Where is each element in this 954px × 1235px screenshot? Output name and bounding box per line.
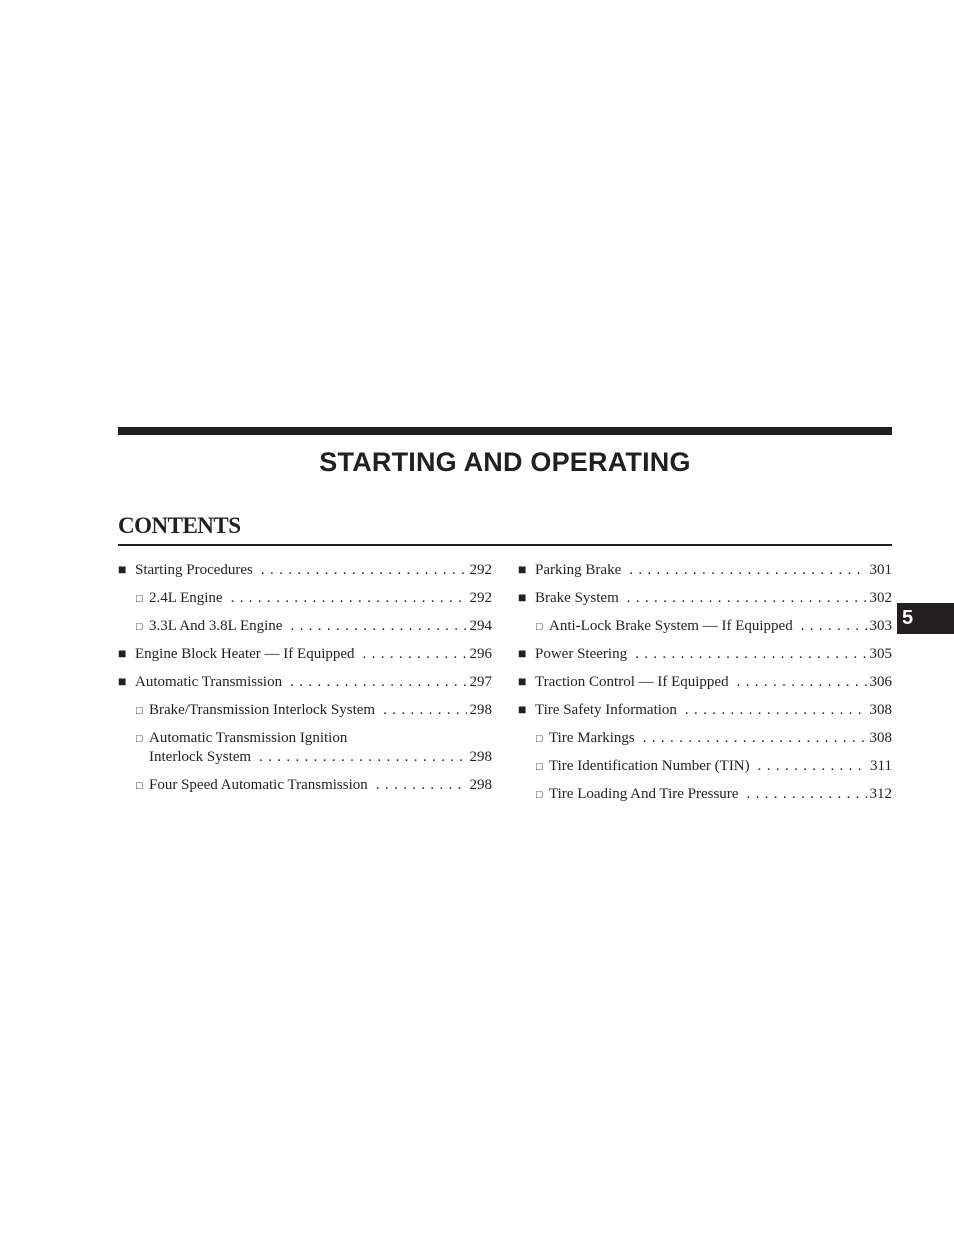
toc-entry[interactable]	[518, 785, 892, 804]
filled-square-bullet-icon: ■	[118, 563, 127, 578]
filled-square-bullet-icon: ■	[518, 703, 527, 718]
dot-leader	[758, 757, 867, 776]
toc-entry-label: Tire Identification Number (TIN)	[549, 758, 750, 774]
toc-entry-page-number: 298	[469, 702, 492, 718]
toc-entry-page-number: 298	[469, 777, 492, 793]
toc-entry-label: Starting Procedures	[135, 562, 253, 578]
toc-entry-label: Interlock System	[149, 749, 252, 765]
toc-entry[interactable]	[518, 645, 892, 664]
toc-entry[interactable]	[118, 589, 492, 608]
hollow-square-bullet-icon: □	[136, 733, 143, 745]
dot-leader	[746, 785, 866, 804]
toc-entry[interactable]	[118, 617, 492, 636]
toc-entry[interactable]	[518, 617, 892, 636]
dot-leader	[685, 701, 867, 720]
toc-entry-page-number: 302	[869, 590, 892, 606]
toc-entry-label: Power Steering	[535, 646, 628, 662]
toc-entry-label: Brake System	[535, 590, 619, 606]
dot-leader	[643, 729, 867, 748]
hollow-square-bullet-icon: □	[536, 761, 543, 773]
toc-entry-page-number: 303	[869, 618, 892, 634]
toc-entry-label: Traction Control — If Equipped	[535, 674, 729, 690]
toc-entry-label: Parking Brake	[535, 562, 622, 578]
toc-entry-page-number: 297	[469, 674, 492, 690]
dot-leader	[261, 561, 467, 580]
toc-entry-label: Four Speed Automatic Transmission	[149, 777, 368, 793]
toc-entry[interactable]	[118, 701, 492, 720]
toc-entry-label-line1: Automatic Transmission Ignition	[149, 730, 348, 746]
chapter-top-rule	[118, 427, 892, 435]
dot-leader	[801, 617, 867, 636]
toc-entry[interactable]	[118, 729, 492, 767]
toc-entry-label: Anti-Lock Brake System — If Equipped	[549, 618, 793, 634]
filled-square-bullet-icon: ■	[518, 647, 527, 662]
toc-entry[interactable]	[518, 757, 892, 776]
toc-entry-page-number: 312	[869, 786, 892, 802]
filled-square-bullet-icon: ■	[518, 563, 527, 578]
toc-entry-page-number: 301	[869, 562, 892, 578]
dot-leader	[363, 645, 467, 664]
dot-leader	[290, 617, 466, 636]
hollow-square-bullet-icon: □	[136, 780, 143, 792]
toc-entry-page-number: 292	[469, 590, 492, 606]
filled-square-bullet-icon: ■	[518, 675, 527, 690]
toc-entry-label: 2.4L Engine	[149, 590, 223, 606]
toc-entry-label: Automatic Transmission	[135, 674, 283, 690]
toc-entry-page-number: 292	[469, 562, 492, 578]
toc-entry[interactable]	[118, 561, 492, 580]
toc-entry[interactable]	[118, 776, 492, 795]
toc-entry-page-number: 298	[469, 749, 492, 765]
dot-leader	[259, 748, 466, 767]
contents-heading: CONTENTS	[118, 513, 241, 538]
contents-rule	[118, 544, 892, 546]
toc-entry-page-number: 294	[469, 618, 492, 634]
toc-entry-label: 3.3L And 3.8L Engine	[149, 618, 283, 634]
toc-entry-label: Tire Safety Information	[535, 702, 677, 718]
toc-entry-page-number: 306	[869, 674, 892, 690]
dot-leader	[737, 673, 867, 692]
toc-entry-label: Tire Loading And Tire Pressure	[549, 786, 739, 802]
dot-leader	[376, 776, 467, 795]
toc-entry[interactable]	[118, 645, 492, 664]
filled-square-bullet-icon: ■	[518, 591, 527, 606]
toc-entry[interactable]	[118, 673, 492, 692]
chapter-title: STARTING AND OPERATING	[319, 447, 691, 477]
toc-entry-page-number: 296	[469, 646, 492, 662]
dot-leader	[629, 561, 866, 580]
toc-entry[interactable]	[518, 701, 892, 720]
toc-right-column	[518, 561, 892, 813]
filled-square-bullet-icon: ■	[118, 647, 127, 662]
hollow-square-bullet-icon: □	[136, 621, 143, 633]
dot-leader	[627, 589, 867, 608]
toc-entry[interactable]	[518, 589, 892, 608]
filled-square-bullet-icon: ■	[118, 675, 127, 690]
toc-entry-label: Brake/Transmission Interlock System	[149, 702, 376, 718]
toc-entry-page-number: 305	[869, 646, 892, 662]
toc-entry-page-number: 308	[869, 730, 892, 746]
dot-leader	[383, 701, 466, 720]
toc-entry-label: Tire Markings	[549, 730, 635, 746]
toc-entry-page-number: 311	[870, 758, 892, 774]
dot-leader	[231, 589, 467, 608]
dot-leader	[290, 673, 466, 692]
toc-entry[interactable]	[518, 729, 892, 748]
toc-left-column	[118, 561, 492, 804]
toc-entry-label: Engine Block Heater — If Equipped	[135, 646, 355, 662]
hollow-square-bullet-icon: □	[136, 705, 143, 717]
hollow-square-bullet-icon: □	[536, 733, 543, 745]
toc-entry[interactable]	[518, 673, 892, 692]
toc-entry[interactable]	[518, 561, 892, 580]
toc-entry-page-number: 308	[869, 702, 892, 718]
hollow-square-bullet-icon: □	[536, 789, 543, 801]
hollow-square-bullet-icon: □	[536, 621, 543, 633]
dot-leader	[635, 645, 866, 664]
chapter-tab: 5	[897, 603, 954, 634]
hollow-square-bullet-icon: □	[136, 593, 143, 605]
